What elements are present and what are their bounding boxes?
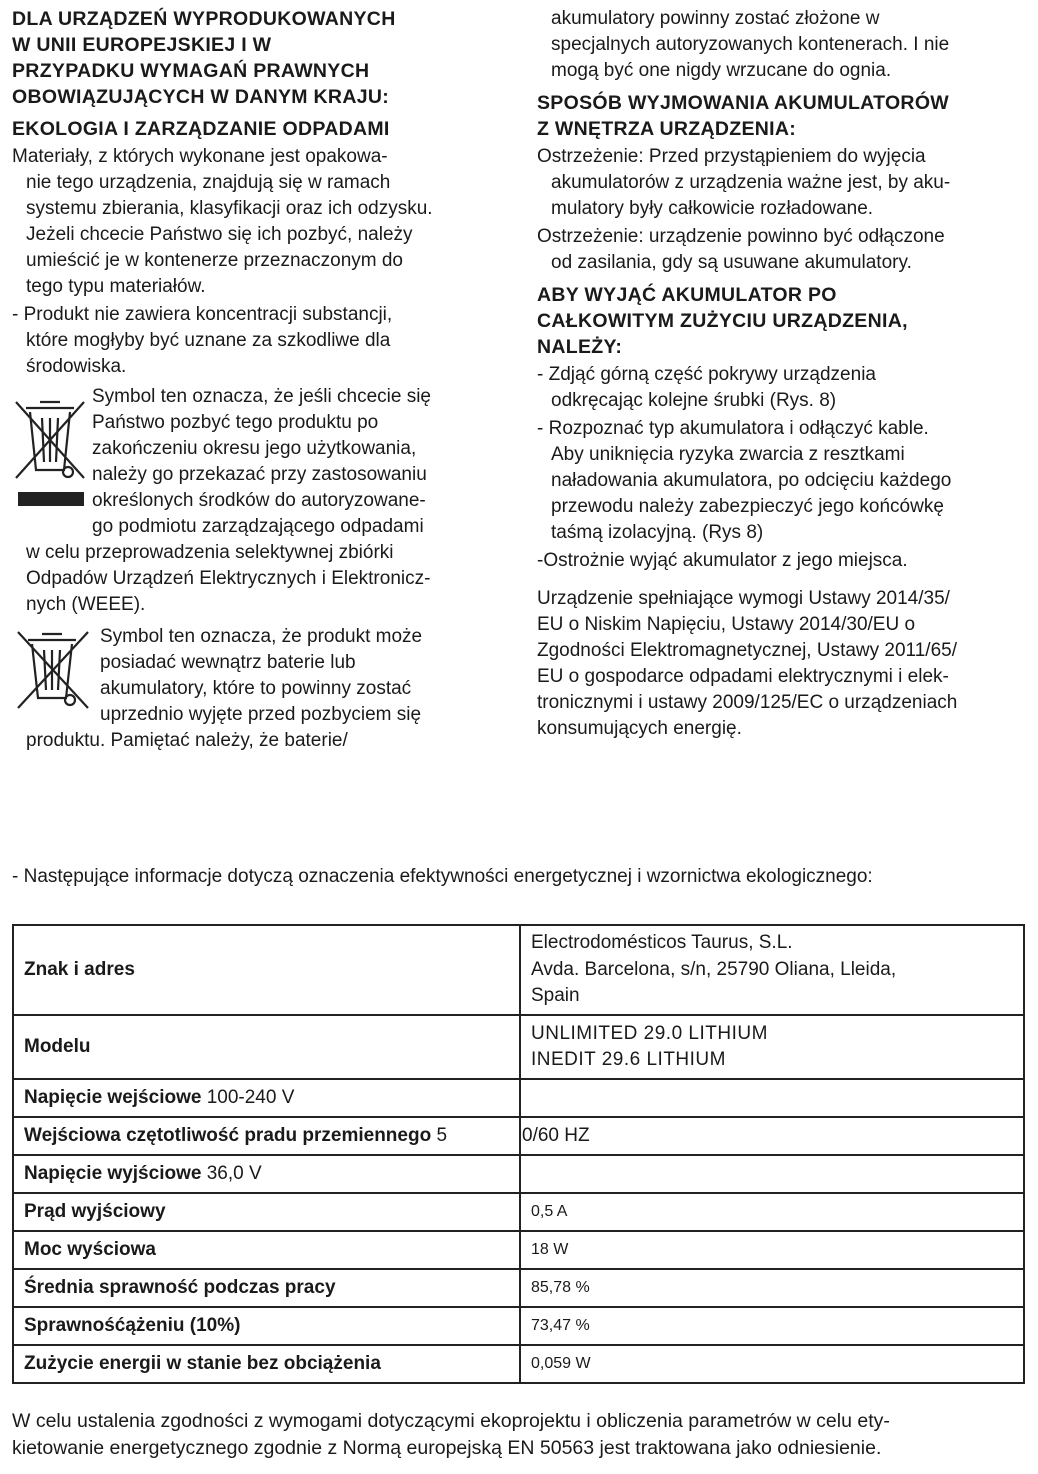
paragraph-packaging: Materiały, z których wykonane jest opakowa- nie tego urządzenia, znajdują się w ramach systemu zbierania, klasyfikacji oraz ich odzysku. Jeżeli chcecie Państwo się ich pozbyć, należy umieścić je w kontenerze przeznaczonym do tego typu materiałów. [12,146,433,297]
left-column [12,6,512,756]
brand-label: Znak i adres [13,925,520,1015]
output-voltage-value: 36,0 V [206,1163,262,1184]
output-power-value: 18 W [520,1231,1024,1269]
output-current-label: Prąd wyjściowy [13,1193,520,1231]
ac-frequency-cell [13,1117,520,1155]
table-row [13,1231,1024,1269]
step-remove-cover: - Zdjąć górną część pokrywy urządzenia odkręcając kolejne śrubki (Rys. 8) [537,364,876,411]
battery-symbol-block [12,624,512,728]
table-row [13,1117,1024,1155]
table-row [13,1155,1024,1193]
average-efficiency-value: 85,78 % [520,1269,1024,1307]
weee-symbol-continuation: w celu przeprowadzenia selektywnej zbiórki Odpadów Urządzeń Elektrycznych i Elektronicz- nych (WEEE). [26,542,431,615]
table-row [13,925,1024,1015]
empty-cell [520,1155,1024,1193]
warning-discharge: Ostrzeżenie: Przed przystąpieniem do wyjęcia akumulatorów z urządzenia ważne jest, by aku- mulatory były całkowicie rozładowane. [537,146,951,219]
step-disconnect-cables: - Rozpoznać typ akumulatora i odłączyć kable. Aby uniknięcia ryzyka zwarcia z resztkami naładowania akumulatora, po odcięciu każdego przewodu należy zabezpieczyć jego końcówkę taśmą izolacyjną. (Rys 8) [537,418,952,543]
step-remove-battery: -Ostrożnie wyjąć akumulator z jego miejsca. [537,550,908,571]
ac-frequency-value: 0/60 HZ [520,1117,1024,1155]
battery-symbol-continuation: produktu. Pamiętać należy, że baterie/ [26,730,348,751]
table-row [13,1269,1024,1307]
footer-note: W celu ustalenia zgodności z wymogami dotyczącymi ekoprojektu i obliczenia parametrów w celu ety- kietowanie energetycznego zgodnie z Normą europejską EN 50563 jest traktowana jako odniesienie. [12,1410,890,1459]
ac-frequency-value-part: 5 [436,1125,448,1146]
energy-info-intro: - Następujące informacje dotyczą oznaczenia efektywności energetycznej i wzornictwa ekologicznego: [12,866,873,887]
output-current-value: 0,5 A [520,1193,1024,1231]
ac-frequency-label: Wejściowa czętotliwość pradu przemiennego [24,1125,432,1146]
table-row [13,1193,1024,1231]
input-voltage-cell [13,1079,520,1117]
output-voltage-label: Napięcie wyjściowe [24,1163,202,1184]
warning-disconnect: Ostrzeżenie: urządzenie powinno być odłączone od zasilania, gdy są usuwane akumulatory. [537,226,945,273]
table-row [13,1079,1024,1117]
model-label: Modelu [13,1015,520,1079]
heading-battery-removal: SPOSÓB WYJMOWANIA AKUMULATORÓW Z WNĘTRZA URZĄDZENIA: [537,92,949,140]
heading-ecology: EKOLOGIA I ZARZĄDZANIE ODPADAMI [12,118,390,140]
paragraph-compliance: Urządzenie spełniające wymogi Ustawy 2014/35/ EU o Niskim Napięciu, Ustawy 2014/30/EU o Zgodności Elektromagnetycznej, Ustawy 2011/65/ EU o gospodarce odpadami elektrycznymi i elek- tronicznymi i ustawy 2009/125/EC o urządzeniach konsumujących energię. [537,588,958,739]
efficiency-10-value: 73,47 % [520,1307,1024,1345]
no-load-consumption-label: Zużycie energii w stanie bez obciążenia [13,1345,520,1383]
heading-end-of-life: ABY WYJĄĆ AKUMULATOR PO CAŁKOWITYM ZUŻYCIU URZĄDZENIA, NALEŻY: [537,284,908,358]
model-value: UNLIMITED 29.0 LITHIUM INEDIT 29.6 LITHIUM [520,1015,1024,1079]
average-efficiency-label: Średnia sprawność podczas pracy [13,1269,520,1307]
table-row [13,1015,1024,1079]
brand-value: Electrodomésticos Taurus, S.L. Avda. Barcelona, s/n, 25790 Oliana, Lleida, Spain [520,925,1024,1015]
crossed-bin-icon [12,624,92,712]
energy-spec-table [12,924,1025,1384]
output-power-label: Moc wyściowa [13,1231,520,1269]
paragraph-substances: - Produkt nie zawiera koncentracji substancji, które mogłyby być uznane za szkodliwe dla środowiska. [12,304,393,377]
input-voltage-value: 100-240 V [206,1087,295,1108]
heading-eu-requirements: DLA URZĄDZEŃ WYPRODUKOWANYCH W UNII EUROPEJSKIEJ I W PRZYPADKU WYMAGAŃ PRAWNYCH OBOWIĄZUJĄCYCH W DANYM KRAJU: [12,8,396,108]
weee-symbol-block [12,384,512,540]
table-row [13,1345,1024,1383]
weee-symbol-text: Symbol ten oznacza, że jeśli chcecie się Państwo pozbyć tego produktu po zakończeniu okresu jego użytkowania, należy go przekazać przy zastosowaniu określonych środków do autoryzowane- go podmiotu zarządzającego odpadami [92,386,431,537]
efficiency-10-label: Sprawnośćążeniu (10%) [13,1307,520,1345]
crossed-bin-with-bar-icon [12,386,88,514]
right-column [537,6,1032,744]
table-row [13,1307,1024,1345]
no-load-consumption-value: 0,059 W [520,1345,1024,1383]
paragraph-battery-containers: akumulatory powinny zostać złożone w specjalnych autoryzowanych kontenerach. I nie mogą być one nigdy wrzucane do ognia. [551,8,950,81]
input-voltage-label: Napięcie wejściowe [24,1087,202,1108]
output-voltage-cell [13,1155,520,1193]
battery-symbol-text: Symbol ten oznacza, że produkt może posiadać wewnątrz baterie lub akumulatory, które to powinny zostać uprzednio wyjęte przed pozbyciem się [100,626,423,725]
empty-cell [520,1079,1024,1117]
